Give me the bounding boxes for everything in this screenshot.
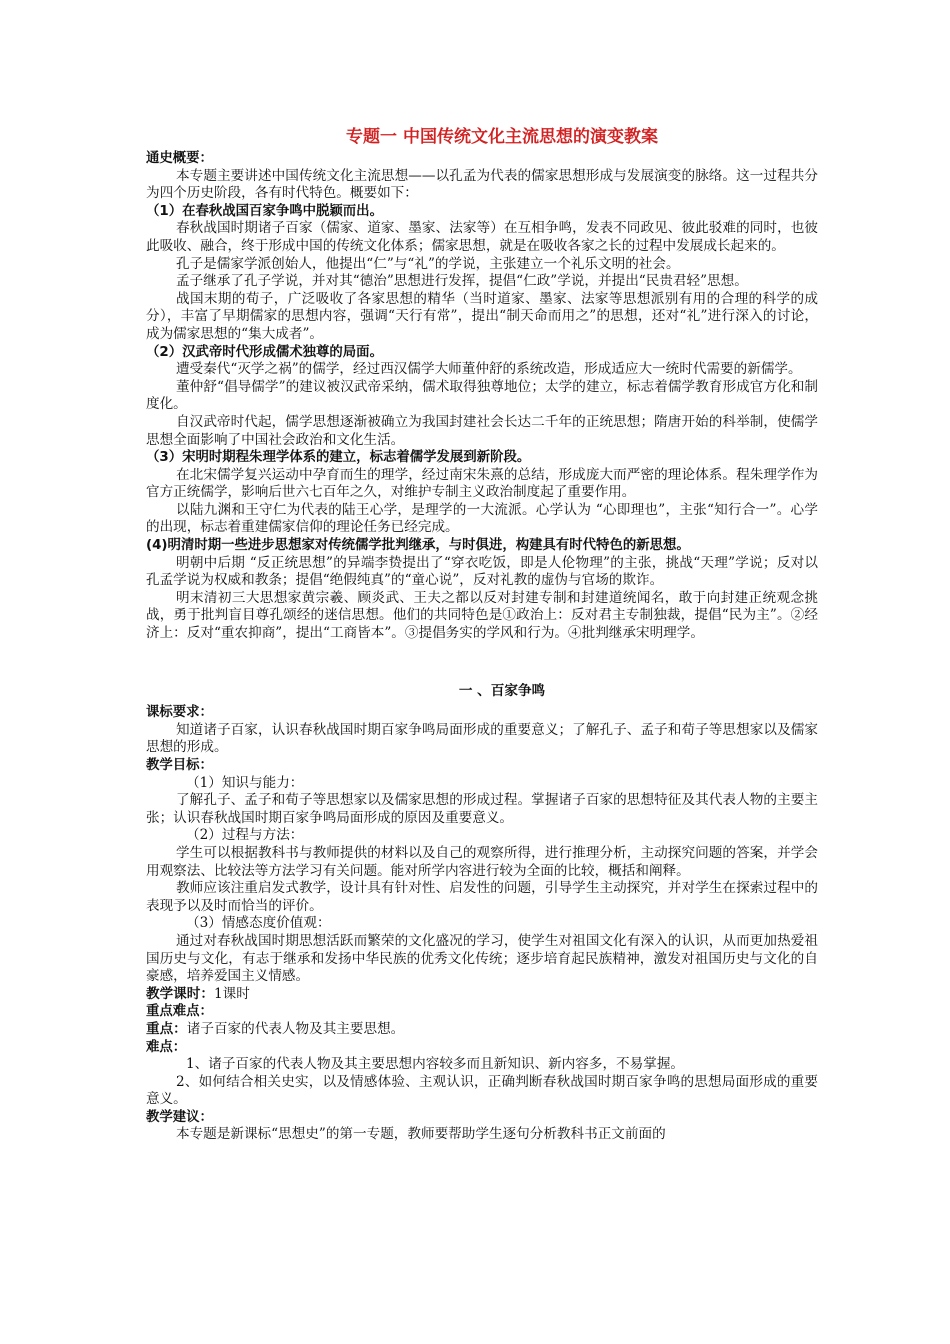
stage-1-heading: （1）在春秋战国百家争鸣中脱颖而出。 — [146, 203, 383, 219]
paragraph: 明朝中后期 “反正统思想”的异端李贽提出了“穿衣吃饭，即是人伦物理”的主张，挑战“天理”学说；反对以孔孟学说为权威和教条；提倡“绝假纯真”的“童心说”，反对礼教的虚伪与官场的欺诈。 — [146, 554, 818, 589]
paragraph: 春秋战国时期诸子百家（儒家、道家、墨家、法家等）在互相争鸣，发表不同政见、彼此驳难的同时，也彼此吸收、融合，终于形成中国的传统文化体系；儒家思想，就是在吸收各家之长的过程中发展成长起来的。 — [146, 220, 818, 254]
nd-item-2: 2、如何结合相关史实，以及情感体验、主观认识，正确判断春秋战国时期百家争鸣的思想局面形成的重要意义。 — [146, 1073, 818, 1108]
goal-2-label: （2）过程与方法： — [186, 827, 304, 844]
paragraph: 以陆九渊和王守仁为代表的陆王心学，是理学的一大流派。心学认为 “心即理也”，主张“知行合一”。心学的出现，标志着重建儒家信仰的理论任务已经完成。 — [146, 501, 818, 536]
stage-2-heading: （2）汉武帝时代形成儒术独尊的局面。 — [146, 344, 383, 360]
goal-1-label: （1）知识与能力： — [186, 774, 304, 791]
overview-heading: 通史概要： — [146, 151, 213, 166]
goal-3-label: （3）情感态度价值观： — [186, 915, 331, 932]
zd-line — [146, 1021, 818, 1039]
paragraph: 遭受秦代“灭学之祸”的儒学，经过西汉儒学大师董仲舒的系统改造，形成适应大一统时代需要的新儒学。 — [176, 361, 802, 378]
kb-text: 知道诸子百家，认识春秋战国时期百家争鸣局面形成的重要意义；了解孔子、孟子和荀子等思想家以及儒家思想的形成。 — [146, 721, 818, 756]
stage-4-heading: (4)明清时期一些进步思想家对传统儒学批判继承，与时俱进，构建具有时代特色的新思想。 — [146, 538, 690, 554]
paragraph: 董仲舒“倡导儒学”的建议被汉武帝采纳，儒术取得独尊地位；太学的建立，标志着儒学教育形成官方化和制度化。 — [146, 378, 818, 413]
zd-label: 重点： — [146, 1020, 187, 1037]
paragraph: 自汉武帝时代起，儒学思想逐渐被确立为我国封建社会长达二千年的正统思想；隋唐开始的科举制，使儒学思想全面影响了中国社会政治和文化生活。 — [146, 413, 818, 448]
hours-value: 1课时 — [213, 985, 250, 1002]
nd-label: 难点： — [146, 1039, 187, 1055]
paragraph: 孟子继承了孔子学说，并对其“德治”思想进行发挥，提倡“仁政”学说，并提出“民贵君轻”思想。 — [176, 273, 748, 290]
kd-heading: 重点难点： — [146, 1004, 213, 1020]
jy-heading: 教学建议： — [146, 1109, 213, 1125]
goal-2-text-b: 教师应该注重启发式教学，设计具有针对性、启发性的问题，引导学生主动探究，并对学生在探索过程中的表现予以及时而恰当的评价。 — [146, 880, 818, 914]
stage-3-heading: （3）宋明时期程朱理学体系的建立，标志着儒学发展到新阶段。 — [146, 450, 531, 466]
goal-3-text: 通过对春秋战国时期思想活跃而繁荣的文化盛况的学习，使学生对祖国文化有深入的认识，从而更加热爱祖国历史与文化，有志于继承和发扬中华民族的优秀文化传统；逐步培育起民族精神，激发对祖国历史与文化的自豪感，培养爱国主义情感。 — [146, 932, 818, 985]
goal-heading: 教学目标： — [146, 758, 213, 773]
overview-text: 本专题主要讲述中国传统文化主流思想——以孔孟为代表的儒家思想形成与发展演变的脉络。这一过程共分为四个历史阶段，各有时代特色。概要如下： — [146, 167, 818, 202]
section-title: 一 、百家争鸣 — [458, 682, 546, 699]
paragraph: 孔子是儒家学派创始人，他提出“仁”与“礼”的学说，主张建立一个礼乐文明的社会。 — [176, 255, 680, 272]
zd-text: 诸子百家的代表人物及其主要思想。 — [186, 1020, 405, 1037]
hours-label: 教学课时： — [146, 985, 214, 1002]
hours-line — [146, 986, 818, 1004]
nd-item-1: 1、诸子百家的代表人物及其主要思想内容较多而且新知识、新内容多，不易掌握。 — [186, 1056, 685, 1073]
document-body — [146, 126, 818, 1144]
paragraph: 明末清初三大思想家黄宗羲、顾炎武、王夫之都以反对封建专制和封建道统闻名，敢于向封建正统观念挑战，勇于批判盲目尊孔颂经的迷信思想。他们的共同特色是①政治上：反对君主专制独裁，提倡“民为主”。②经济上：反对“重农抑商”，提出“工商皆本”。③提倡务实的学风和行为。④批判继承宋明理学。 — [146, 589, 818, 642]
page-title: 专题一 中国传统文化主流思想的演变教案 — [346, 127, 658, 147]
paragraph: 在北宋儒学复兴运动中孕育而生的理学，经过南宋朱熹的总结，形成庞大而严密的理论体系。程朱理学作为官方正统儒学，影响后世六七百年之久，对维护专制主义政治制度起了重要作用。 — [146, 466, 818, 501]
goal-1-text: 了解孔子、孟子和荀子等思想家以及儒家思想的形成过程。掌握诸子百家的思想特征及其代表人物的主要主张；认识春秋战国时期百家争鸣局面形成的原因及重要意义。 — [146, 792, 818, 826]
paragraph: 战国末期的荀子，广泛吸收了各家思想的精华（当时道家、墨家、法家等思想派别有用的合理的科学的成分），丰富了早期儒家的思想内容，强调“天行有常”，提出“制天命而用之”的思想，还对“礼”进行深入的讨论，成为儒家思想的“集大成者”。 — [146, 290, 818, 342]
jy-text: 本专题是新课标“思想史”的第一专题，教师要帮助学生逐句分析教科书正文前面的 — [176, 1126, 666, 1143]
goal-2-text-a: 学生可以根据教科书与教师提供的材料以及自己的观察所得，进行推理分析，主动探究问题的答案，并学会用观察法、比较法等方法学习有关问题。能对所学内容进行较为全面的比较，概括和阐释。 — [146, 844, 818, 879]
kb-heading: 课标要求： — [146, 705, 213, 721]
